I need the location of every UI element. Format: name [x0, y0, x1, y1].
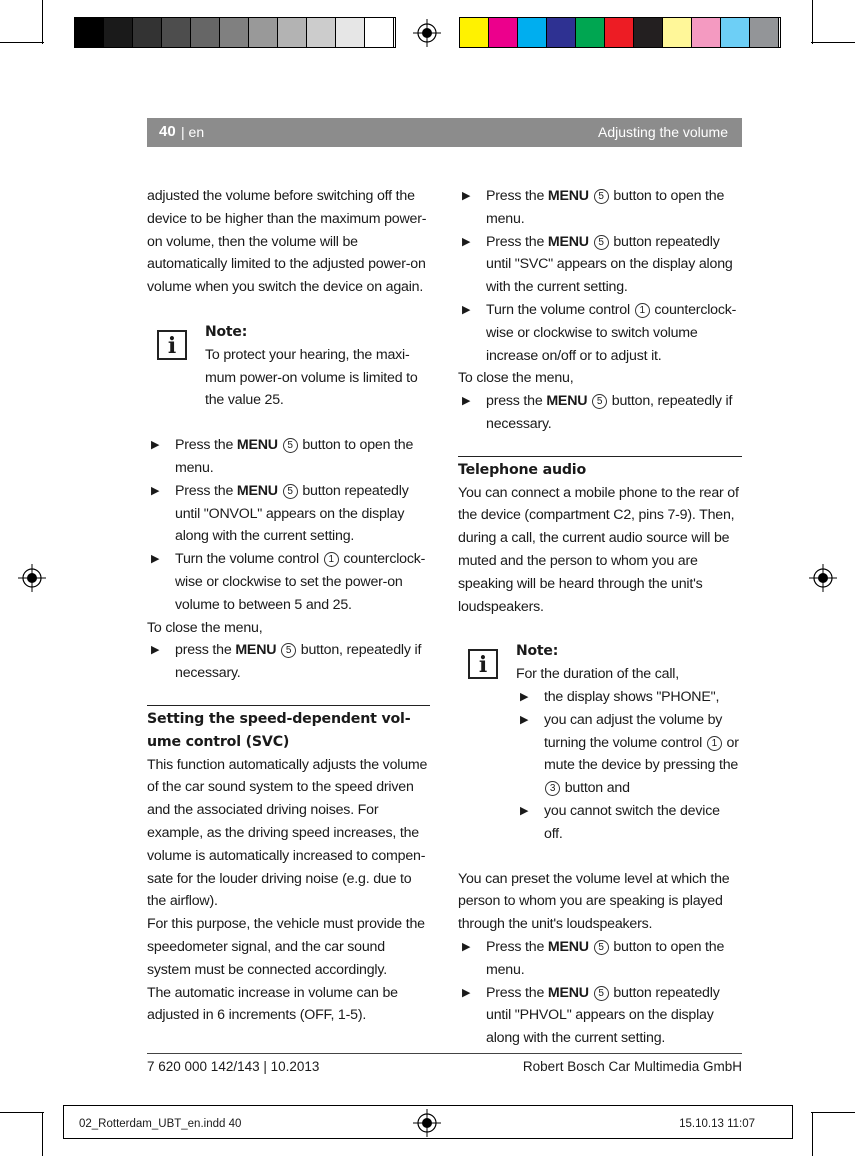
crop-mark — [42, 0, 43, 44]
footer-doc-number: 7 620 000 142/143 | 10.2013 — [147, 1059, 320, 1074]
step-item: ▶ Press the MENU 5 button repeatedly until "ONVOL" appears on the display along with the current setting. — [147, 480, 430, 548]
right-column — [458, 185, 742, 1050]
color-swatch — [191, 18, 220, 47]
footer-company: Robert Bosch Car Multimedia GmbH — [522, 1059, 742, 1074]
step-item: ▶ Press the MENU 5 button repeatedly until "SVC" appears on the display along with the current setting. — [458, 231, 742, 299]
body-paragraph: For this purpose, the vehicle must provide the speedometer signal, and the car sound system must be connected accordingly. — [147, 916, 425, 978]
step-list — [147, 434, 430, 616]
section-heading: Setting the speed-dependent vol-ume control (SVC) — [147, 710, 411, 750]
color-swatch — [489, 18, 518, 47]
note-bullet: ▶ you can adjust the volume by turning the volume control 1 or mute the device by pressing the 3 button and — [516, 709, 742, 800]
section-title: Adjusting the volume — [598, 124, 728, 140]
slug-filename: 02_Rotterdam_UBT_en.indd 40 — [79, 1118, 242, 1130]
registration-mark-icon — [18, 564, 46, 592]
control-number: 5 — [592, 394, 607, 409]
step-item: ▶ Turn the volume control 1 counterclock-wise or clockwise to set the power-on volume to between 5 and 25. — [147, 548, 430, 616]
bullet-icon: ▶ — [462, 303, 471, 316]
bullet-icon: ▶ — [520, 690, 529, 703]
color-swatch — [249, 18, 278, 47]
close-menu-label: To close the menu, — [147, 619, 263, 636]
color-swatch — [133, 18, 162, 47]
body-paragraph: You can connect a mobile phone to the rear of the device (compartment C2, pins 7-9). Then, during a call, the current audio source will be muted and the person to whom you are speaking will be heard through the unit's loudspeakers. — [458, 484, 739, 615]
footer-rule — [147, 1053, 742, 1054]
color-swatch — [634, 18, 663, 47]
bullet-icon: ▶ — [151, 644, 160, 657]
color-swatch — [336, 18, 365, 47]
control-number: 3 — [545, 781, 560, 796]
color-swatch — [547, 18, 576, 47]
bullet-icon: ▶ — [151, 484, 160, 497]
step-item: ▶ Turn the volume control 1 counterclock-wise or clockwise to switch volume increase on/off or to adjust it. — [458, 299, 742, 367]
color-swatch — [605, 18, 634, 47]
body-paragraph: The automatic increase in volume can be adjusted in 6 increments (OFF, 1-5). — [147, 984, 398, 1024]
body-paragraph: This function automatically adjusts the volume of the car sound system to the speed driven and the associated driving noises. For example, as the driving speed increases, the volume is automatically increased to compen-sate for the louder driving noise (e.g. due to the airflow). — [147, 756, 428, 910]
control-number: 5 — [594, 189, 609, 204]
crop-mark — [811, 1112, 855, 1113]
bullet-icon: ▶ — [520, 804, 529, 817]
color-swatch — [365, 18, 394, 47]
step-item: ▶ Press the MENU 5 button to open the menu. — [458, 185, 742, 231]
control-number: 1 — [707, 736, 722, 751]
color-swatch — [307, 18, 336, 47]
bullet-icon: ▶ — [151, 553, 160, 566]
note-bullet: ▶ you cannot switch the device off. — [516, 800, 742, 846]
color-swatch — [692, 18, 721, 47]
section-rule — [147, 705, 430, 706]
crop-mark — [811, 42, 855, 43]
crop-mark — [0, 42, 44, 43]
color-swatch — [576, 18, 605, 47]
color-swatch — [460, 18, 489, 47]
language-label: | en — [181, 124, 205, 140]
color-swatch — [75, 18, 104, 47]
color-swatch — [721, 18, 750, 47]
page-header — [147, 118, 742, 147]
note-box — [458, 640, 742, 845]
color-swatch — [278, 18, 307, 47]
info-icon: i — [157, 330, 187, 360]
bullet-icon: ▶ — [462, 986, 471, 999]
note-title: Note: — [516, 643, 559, 660]
close-menu-label: To close the menu, — [458, 370, 574, 387]
crop-mark — [0, 1112, 44, 1113]
registration-mark-icon — [413, 19, 441, 47]
control-number: 1 — [635, 303, 650, 318]
step-item: ▶ press the MENU 5 button, repeatedly if necessary. — [147, 639, 430, 685]
step-list — [458, 185, 742, 367]
page-number: 40 — [159, 123, 176, 140]
left-column — [147, 185, 430, 1027]
step-item: ▶ Press the MENU 5 button repeatedly until "PHVOL" appears on the display along with the current setting. — [458, 982, 742, 1050]
bullet-icon: ▶ — [462, 395, 471, 408]
control-number: 5 — [594, 940, 609, 955]
control-number: 5 — [283, 484, 298, 499]
section-rule — [458, 456, 742, 457]
bullet-icon: ▶ — [462, 940, 471, 953]
note-box — [147, 321, 430, 412]
intro-paragraph: adjusted the volume before switching off the device to be higher than the maximum power-on volume, then the volume will be automatically limited to the adjusted power-on volume when you switch the device on again. — [147, 188, 427, 296]
note-title: Note: — [205, 323, 248, 340]
crop-mark — [812, 0, 813, 44]
color-swatch — [220, 18, 249, 47]
info-icon: i — [468, 649, 498, 679]
body-paragraph: You can preset the volume level at which the person to whom you are speaking is played through the unit's loudspeakers. — [458, 870, 730, 933]
bullet-icon: ▶ — [462, 190, 471, 202]
color-swatch — [663, 18, 692, 47]
step-item: ▶ Press the MENU 5 button to open the menu. — [147, 434, 430, 480]
section-heading: Telephone audio — [458, 461, 587, 478]
control-number: 5 — [594, 235, 609, 250]
color-swatch — [518, 18, 547, 47]
note-bullet: ▶ the display shows "PHONE", — [516, 686, 742, 709]
color-swatch — [750, 18, 779, 47]
bullet-icon: ▶ — [520, 713, 529, 726]
note-text: To protect your hearing, the maxi-mum power-on volume is limited to the value 25. — [205, 346, 418, 409]
color-swatch — [162, 18, 191, 47]
control-number: 5 — [281, 643, 296, 658]
step-item: ▶ Press the MENU 5 button to open the menu. — [458, 936, 742, 982]
control-number: 5 — [594, 986, 609, 1001]
note-text: For the duration of the call, — [516, 666, 679, 683]
step-item: ▶ press the MENU 5 button, repeatedly if necessary. — [458, 390, 742, 436]
crop-mark — [812, 1112, 813, 1156]
control-number: 5 — [283, 438, 298, 453]
bullet-icon: ▶ — [151, 439, 160, 452]
registration-mark-icon — [809, 564, 837, 592]
bullet-icon: ▶ — [462, 235, 471, 248]
control-number: 1 — [324, 552, 339, 567]
slug-timestamp: 15.10.13 11:07 — [679, 1118, 755, 1130]
crop-mark — [42, 1112, 43, 1156]
color-swatch — [104, 18, 133, 47]
